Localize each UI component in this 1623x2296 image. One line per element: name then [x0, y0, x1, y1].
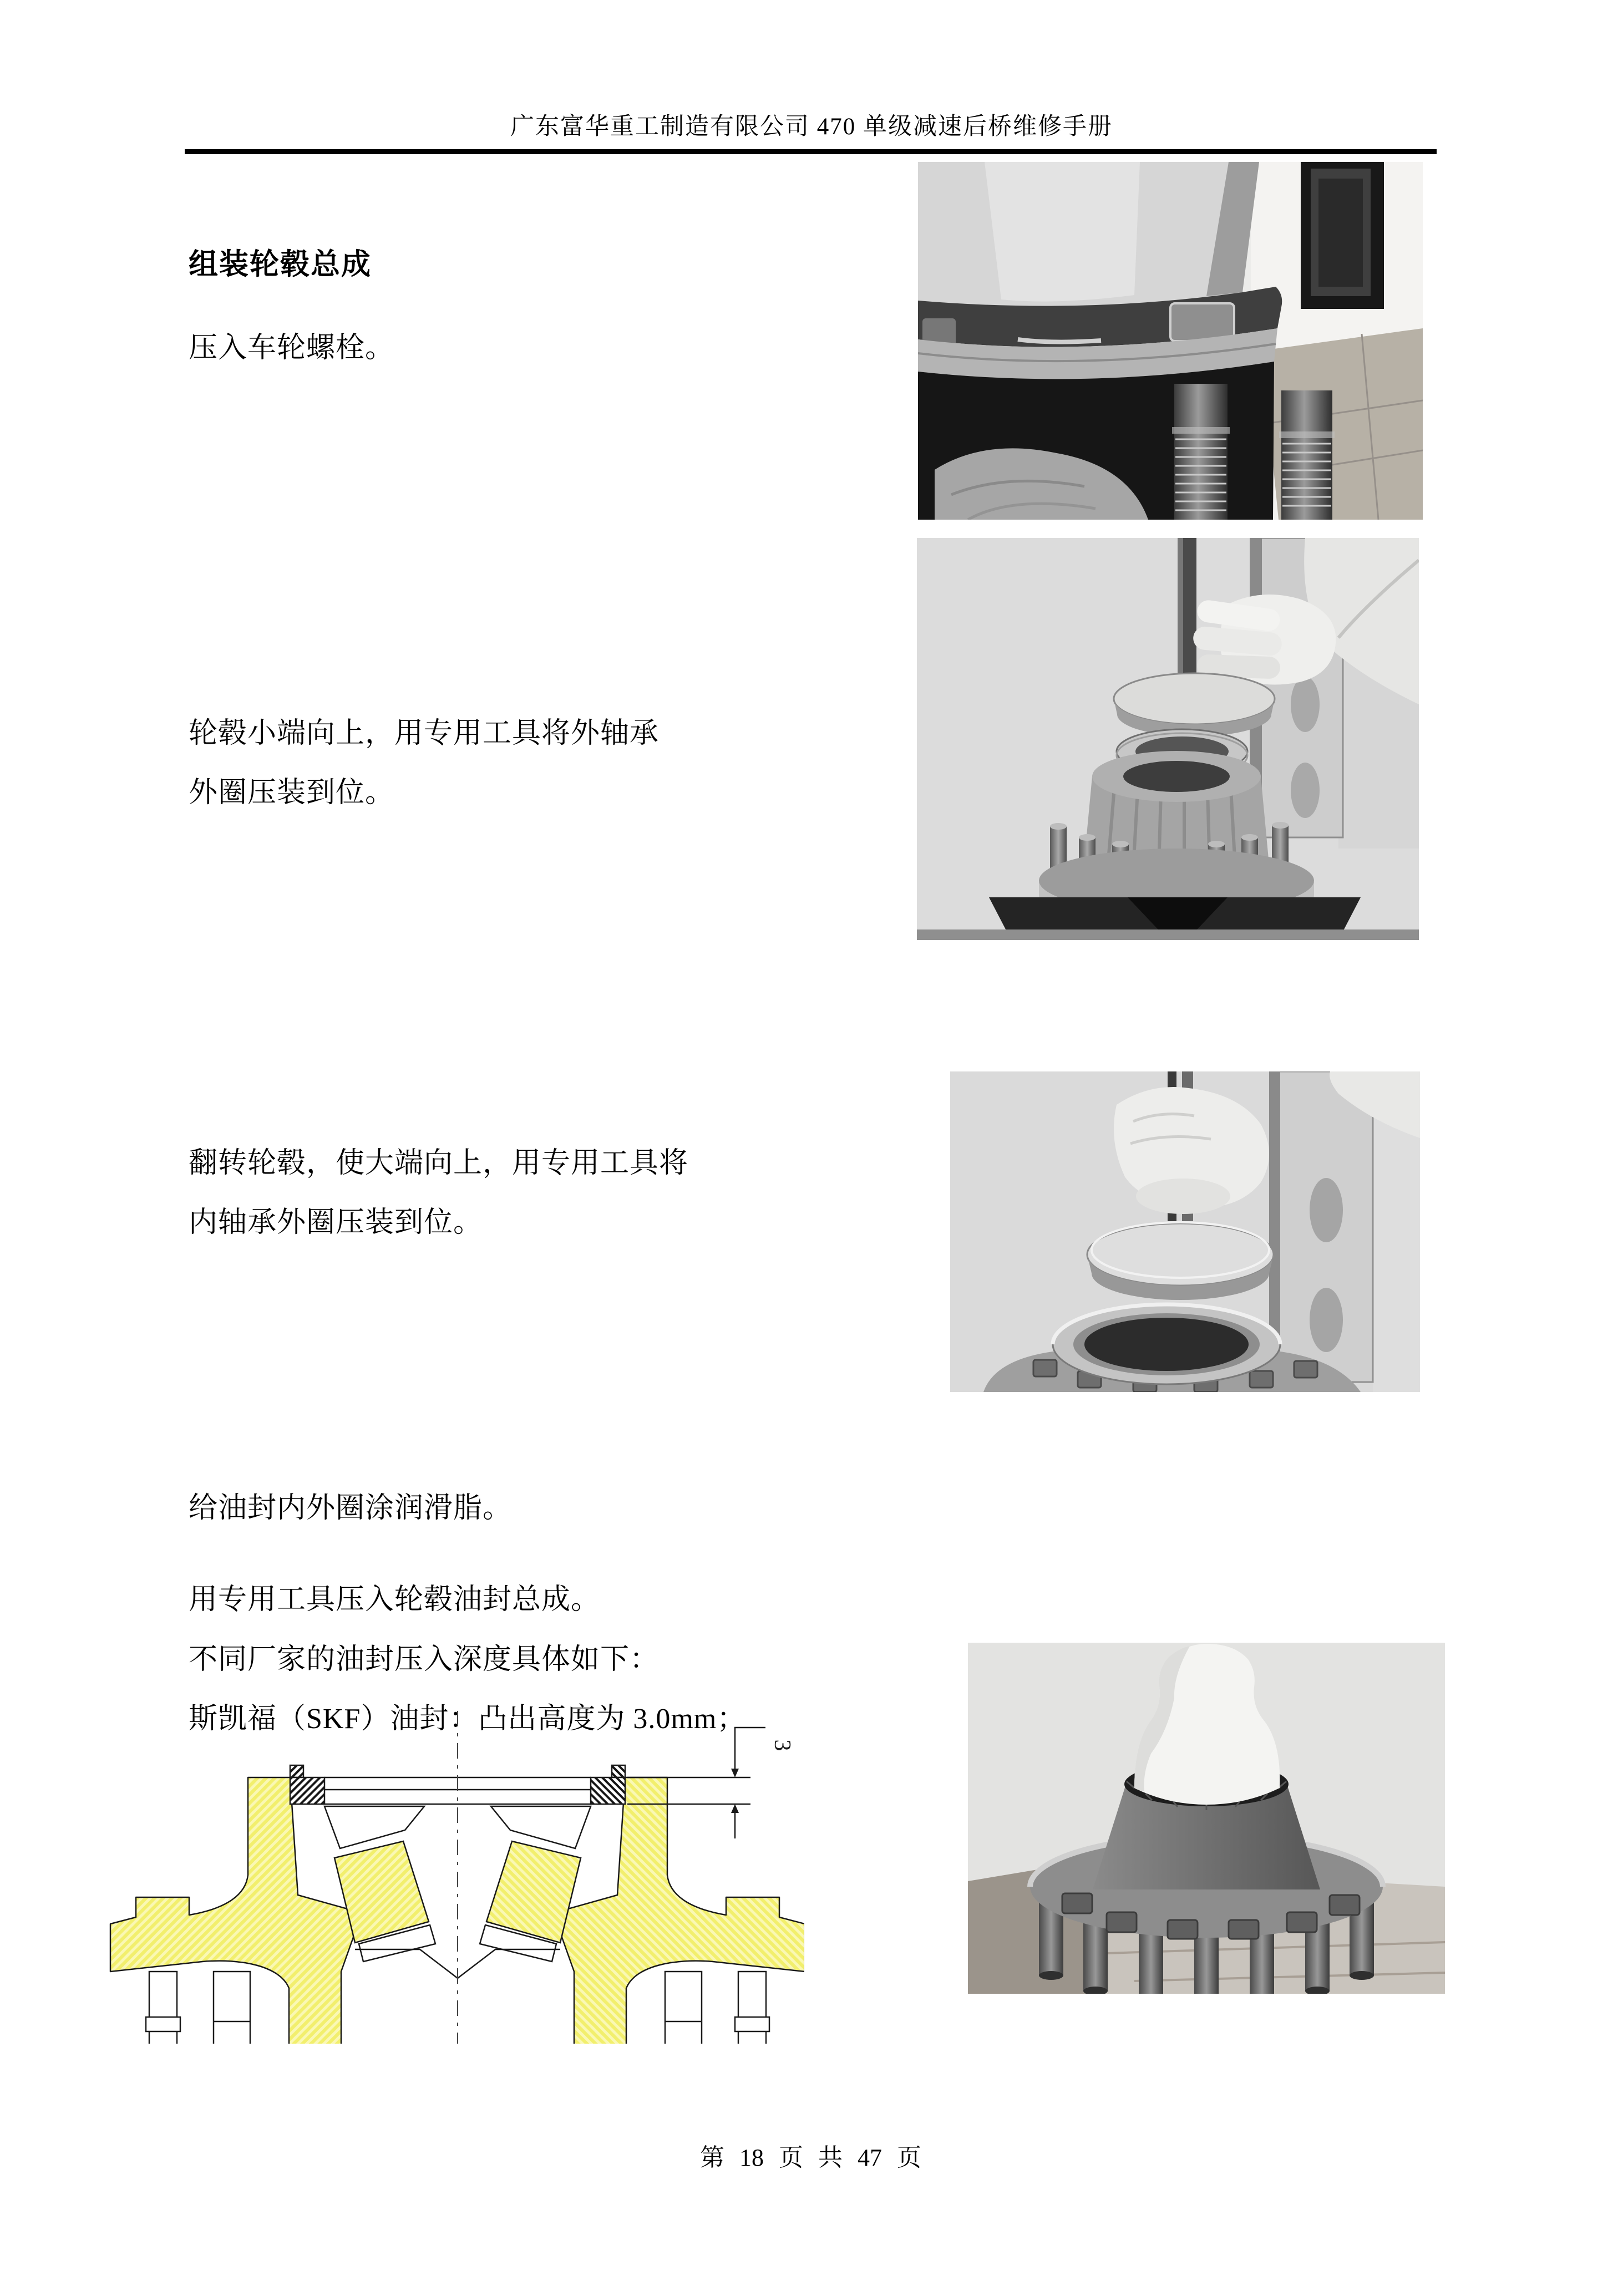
- page-header-title: 广东富华重工制造有限公司 470 单级减速后桥维修手册: [510, 114, 1113, 140]
- photo-outer-bearing-cup-press: [917, 538, 1419, 940]
- step-outer-bearing-cup-line2: 外圈压装到位。: [189, 777, 395, 809]
- hub-bore-ring: [1053, 1304, 1280, 1384]
- wheel-stud: [1279, 390, 1335, 520]
- step-inner-bearing-cup-line1: 翻转轮毂，使大端向上，用专用工具将: [189, 1147, 689, 1179]
- step-press-wheel-studs: 压入车轮螺栓。: [189, 332, 395, 364]
- step-outer-bearing-cup-line1: 轮毂小端向上，用专用工具将外轴承: [189, 718, 660, 749]
- step-press-seal-line1: 用专用工具压入轮毂油封总成。: [189, 1584, 601, 1616]
- section-heading: 组装轮毂总成: [189, 248, 372, 281]
- header-rule: [185, 149, 1437, 154]
- press-disc-tool: [1087, 1223, 1274, 1286]
- wheel-stud: [1172, 384, 1230, 520]
- press-driver-rod: [1182, 538, 1196, 677]
- step-inner-bearing-cup-line2: 内轴承外圈压装到位。: [189, 1207, 483, 1238]
- page-number: 第 18 页 共 47 页: [700, 2144, 921, 2171]
- photo-inner-bearing-cup-press: [950, 1071, 1420, 1392]
- photo-wheel-stud-press: [918, 162, 1423, 520]
- step-grease-seal: 给油封内外圈涂润滑脂。: [189, 1492, 513, 1524]
- photo-hub-seal-press-tool: [968, 1643, 1445, 1994]
- step-press-seal-line3-skf: 斯凯福（SKF）油封：凸出高度为 3.0mm；: [189, 1703, 747, 1735]
- press-disc-tool: [1114, 673, 1275, 724]
- dimension-value: 3: [769, 1739, 795, 1751]
- diagram-hub-seal-cross-section: [103, 1711, 804, 2044]
- step-press-seal-line2: 不同厂家的油封压入深度具体如下：: [189, 1644, 660, 1675]
